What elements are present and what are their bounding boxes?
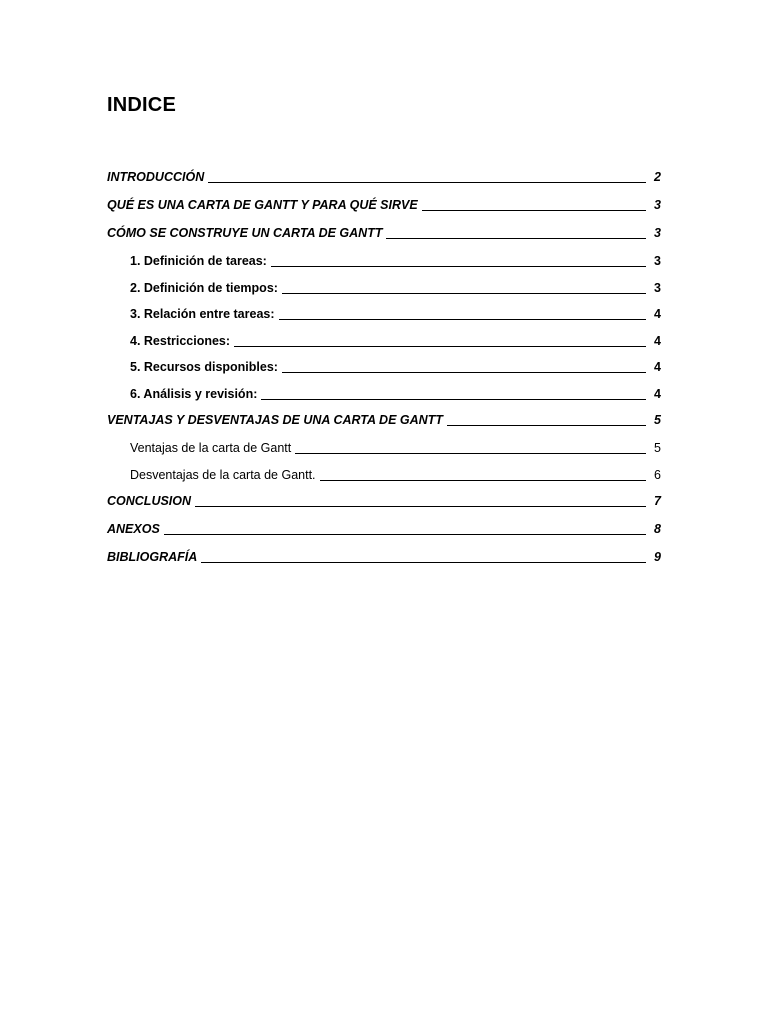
toc-entry-label: 4. Restricciones: — [130, 333, 231, 348]
page-title: INDICE — [107, 94, 176, 116]
toc-entry-label: BIBLIOGRAFÍA — [107, 550, 198, 564]
toc-entry-page: 4 — [654, 333, 661, 348]
toc-entry-label: Desventajas de la carta de Gantt. — [130, 467, 316, 482]
toc-entry-label: QUÉ ES UNA CARTA DE GANTT Y PARA QUÉ SIRVE — [107, 198, 418, 212]
toc-entry-label: VENTAJAS Y DESVENTAJAS DE UNA CARTA DE GANTT — [107, 413, 443, 427]
toc-entry-label: 3. Relación entre tareas: — [130, 307, 275, 321]
toc-entry-page: 5 — [654, 441, 661, 455]
toc-entry-ventajas-desventajas[interactable] — [107, 413, 661, 441]
toc-entry-definicion-tiempos[interactable] — [107, 281, 661, 308]
toc-entry-page: 4 — [654, 360, 661, 374]
toc-leader-line — [195, 506, 646, 507]
toc-entry-page: 4 — [654, 307, 661, 321]
toc-entry-page: 4 — [654, 386, 661, 401]
toc-entry-page: 7 — [654, 494, 661, 508]
toc-entry-label: CONCLUSION — [107, 494, 192, 508]
toc-leader-line — [282, 372, 646, 373]
toc-entry-page: 3 — [654, 280, 661, 295]
toc-entry-label: CÓMO SE CONSTRUYE UN CARTA DE GANTT — [107, 226, 383, 240]
toc-entry-anexos[interactable] — [107, 522, 661, 550]
toc-leader-line — [164, 534, 646, 535]
toc-entry-analisis[interactable] — [107, 387, 661, 414]
toc-entry-page: 8 — [654, 522, 661, 536]
table-of-contents — [107, 170, 661, 578]
toc-entry-label: 2. Definición de tiempos: — [130, 280, 278, 295]
toc-entry-label: 1. Definición de tareas: — [130, 254, 267, 268]
toc-leader-line — [208, 182, 646, 183]
toc-entry-como-se-construye[interactable] — [107, 226, 661, 254]
toc-leader-line — [295, 453, 646, 454]
toc-entry-conclusion[interactable] — [107, 494, 661, 522]
toc-entry-page: 9 — [654, 550, 661, 564]
toc-entry-introduccion[interactable] — [107, 170, 661, 198]
toc-entry-relacion-tareas[interactable] — [107, 307, 661, 334]
toc-leader-line — [261, 399, 646, 400]
toc-entry-page: 3 — [654, 198, 661, 212]
toc-leader-line — [271, 266, 646, 267]
toc-entry-ventajas[interactable] — [107, 441, 661, 468]
toc-entry-label: INTRODUCCIÓN — [107, 170, 205, 184]
toc-leader-line — [447, 425, 646, 426]
toc-leader-line — [201, 562, 646, 563]
toc-entry-que-es[interactable] — [107, 198, 661, 226]
toc-leader-line — [320, 480, 646, 481]
toc-entry-bibliografia[interactable] — [107, 550, 661, 578]
toc-leader-line — [279, 319, 646, 320]
toc-entry-label: 6. Análisis y revisión: — [130, 386, 258, 401]
toc-leader-line — [234, 346, 646, 347]
toc-entry-label: ANEXOS — [107, 522, 160, 536]
toc-leader-line — [386, 238, 646, 239]
toc-entry-page: 5 — [654, 413, 661, 427]
toc-entry-restricciones[interactable] — [107, 334, 661, 361]
toc-leader-line — [422, 210, 646, 211]
toc-entry-page: 3 — [654, 226, 661, 240]
toc-leader-line — [282, 293, 646, 294]
toc-entry-recursos[interactable] — [107, 360, 661, 387]
toc-entry-definicion-tareas[interactable] — [107, 254, 661, 281]
toc-entry-desventajas[interactable] — [107, 468, 661, 495]
toc-entry-page: 6 — [654, 467, 661, 482]
toc-entry-page: 2 — [654, 170, 661, 184]
toc-entry-label: 5. Recursos disponibles: — [130, 360, 278, 374]
toc-entry-label: Ventajas de la carta de Gantt — [130, 441, 292, 455]
toc-entry-page: 3 — [654, 254, 661, 268]
